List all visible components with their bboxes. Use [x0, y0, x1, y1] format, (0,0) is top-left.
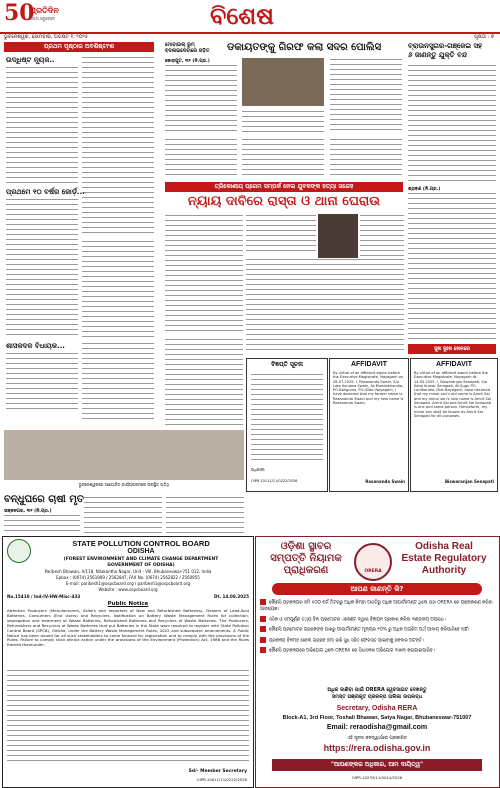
bullet-icon	[260, 599, 266, 605]
spcb-state: ODISHA	[127, 548, 155, 555]
story-text	[246, 214, 316, 254]
top-story-kicker: ମୋବାଇଲ୍ ରୁମ୍ ବଦଳାଇଦେବାରେ ଜଡ଼ିତ	[165, 42, 210, 54]
main-story-headline: ନ୍ୟାୟ ଦାବିରେ ରାସ୍ତା ଓ ଥାନା ଘେରାଉ	[187, 194, 381, 209]
rera-item: କୌଣସି ପ୍ରମୋଟର ଗ୍ରାହକଙ୍କ ପାଖରୁ ଆପାର୍ଟମେଣ୍ଟ ମୂଲ୍ୟର ୧୦% ରୁ ଅଧିକ ଅଗ୍ରିମ ଅର୍ଥ ଆଦାୟ କରିପାରିବେ ନାହିଁ।	[260, 626, 494, 634]
section-head: ପ୍ରଥମ ପୃଷ୍ଠାର ଅବଶିଷ୍ଟାଂଶ	[4, 42, 154, 52]
rera-odia-title-line2: ସମ୍ପତ୍ତି ନିୟାମକ	[270, 553, 342, 564]
spcb-website: Website : www.ospcboard.org	[98, 587, 158, 592]
rera-address: Block-A1, 3rd Floor, Toshali Bhawan, Satya Nagar, Bhubaneswar-751007	[282, 715, 472, 721]
brief-head: ସୁଖ ଦୁଃଖ ଖେଳରେ	[408, 344, 496, 354]
spcb-signer: Sd/- Member Secretary	[188, 769, 247, 774]
spcb-logo-icon	[7, 539, 31, 563]
rera-odia-title	[260, 541, 352, 577]
story-text	[82, 56, 154, 236]
anniversary-logo: 50	[4, 0, 35, 26]
story-text	[246, 258, 404, 354]
story-text	[242, 110, 324, 134]
top-story-header	[165, 42, 415, 54]
rera-en-title-line3: Authority	[421, 565, 467, 576]
spcb-dept: (FOREST ENVIRONMENT AND CLIMATE CHANGE DEPARTMENT	[63, 557, 219, 562]
right-story-headline-1: ବ୍ରାଉନସୁଗର-ଗଞ୍ଜେଇ ସହ	[408, 42, 483, 50]
spcb-notice-body: Attention Producers (Manufacturers, Sellers and Importers of New and Refurbished Batteries), Dealers of Lead-Acid Batteries, Consumers (End Users) and Recyclers. Notification on Battery Waste Management Rules for collection, segregation and treatment of Waste Batteries, Refurbished Batteries and Recyclers of Waste Batteries. The Producers, Refurbishers and Recyclers of Waste Batteries that put Batteries in the State were required to register with State Pollution Control Board (SPCB), Odisha, under the Battery Waste Management Rules, 2022 and subsequent amendments. A Public Notice has been issued for all such stakeholders to come forward for registration and to comply with the provisions of the Rules. Failure to comply shall attract action under the provisions of the Environment (Protection) Act, 1986 and the Rules framed thereunder.	[7, 608, 249, 648]
newspaper-name: ପ୍ରତିଦିନ	[30, 6, 59, 15]
bullet-icon	[260, 637, 266, 643]
story-headline: ପ୍ରଥମେ ୧୦ ବର୍ଷର ଜୋର୍ଡ଼...	[6, 188, 85, 196]
story-text	[408, 192, 496, 342]
affidavit-title: AFFIDAVIT	[350, 361, 388, 368]
spcb-govt: GOVERNMENT OF ODISHA)	[107, 563, 175, 568]
bottom-story-dateline: ଭଞ୍ଜନଗର, ୩୧ (ନି.ପ୍ର.)	[4, 509, 52, 514]
story-headline: ଶାସକଦଳ ବିଧାୟକ...	[6, 342, 65, 350]
notice-signature: ଅଧିକାରୀ	[251, 467, 265, 472]
rera-slogan: "ଆପଣଙ୍କର ଅଧିକାର, ଆମ ଦାୟିତ୍ୱ"	[272, 759, 482, 771]
story-headline: ଉଦ୍ଧିଷ୍ଟ ନ୍ୟୂଜ..	[6, 56, 55, 64]
bottom-story-headline: ବନ୍ଧୁଘରେ ଚାଷୀ ମୃତ	[4, 494, 84, 505]
spcb-address: Paribesh Bhawan, A/118, Nilakantha Nagar, Unit - VIII, Bhubaneswar-751 012, India	[44, 569, 212, 574]
story-text	[242, 138, 324, 178]
spcb-date: Dt. 14.08.2025	[213, 594, 249, 599]
rera-email: Email: reraodisha@gmail.com	[326, 724, 428, 731]
spcb-email: E-mail: paribesh1@ospcboard.org / paribesh1@ospcboard.org	[65, 581, 191, 586]
affidavit-text: By virtue of an affidavit sworn before the Executive Magistrate, Nayagarh dt. 14.05.2025, I, Biswaranjan Senapati, S/o Saroj Kumar Senapati, At-Sugu PO-Lunthandia, Dist-Nayagarh, have declared that my minor son's old name is Amrit Sai and my minor son's new name is Amrit Sai Senapati. Amrit Sai and Amrit Sai Senapati is one and same person. Henceforth, my minor son shall be known as Amrit Sai Senapati for all purposes.	[414, 371, 492, 418]
notice-box	[246, 358, 328, 492]
story-text	[82, 342, 154, 422]
rera-ad	[255, 536, 500, 788]
story-text	[6, 198, 78, 338]
bullet-icon	[260, 616, 266, 622]
event-photo-caption: ଭୁବନେଶ୍ୱରରେ ଆୟୋଜିତ କାର୍ଯ୍ୟକ୍ରମରେ ଉପସ୍ଥିତ ଅତିଥି	[78, 482, 170, 487]
rera-en-title	[392, 541, 496, 577]
story-text	[6, 352, 78, 412]
section-title: ବିଶେଷ	[210, 2, 274, 30]
notice-title: ବିଜ୍ଞପ୍ତି ସୂଚନା	[271, 361, 303, 368]
spcb-title: STATE POLLUTION CONTROL BOARD	[72, 539, 210, 548]
story-text	[408, 64, 496, 184]
edition-date: ଭୁବନେଶ୍ୱର, ସୋମବାର, ଅଗଷ୍ଟ ୧, ୨୦୨୫	[4, 34, 88, 40]
story-text	[330, 138, 402, 178]
top-story-headline: ଡକାୟତଙ୍କୁ ଗିରଫ କଲା ସଦର ପୋଲିସ	[227, 42, 382, 53]
rera-item: କୌଣସି ପ୍ରକଳ୍ପର ଜମି ୫୦୦ ବର୍ଗ ମିଟରରୁ ଅଧିକ କିମ୍ବା ଆଠଟିରୁ ଅଧିକ ଆପାର୍ଟମେଣ୍ଟ ଥିଲେ ତାହା ORERA ରେ ପଞ୍ଜୀକରଣ କରିବା ଆବଶ୍ୟକ।	[260, 600, 493, 612]
notice-text	[251, 373, 323, 463]
spcb-phone: Epbax : (0674) 2561909 / 2562847, FAX No. (0674) 2562822 / 2560955	[56, 575, 200, 580]
story-text	[165, 64, 237, 134]
story-text	[166, 496, 244, 534]
victim-photo	[318, 214, 358, 258]
right-top-story	[408, 42, 498, 60]
rera-odia-title-line3: ପ୍ରାଧିକରଣ	[283, 565, 329, 576]
rera-items-list	[260, 599, 494, 658]
right-story-headline-2: ୬ ଜାଣନ୍ତୁ ଯୁକ୍ତି ବନ୍ଦ	[408, 51, 468, 59]
bullet-icon	[260, 647, 266, 653]
rera-item: ସଠିକ ଓ ସମ୍ପୂର୍ଣ୍ଣ ତଥ୍ୟ ବିନା ପ୍ରମୋଟର ଏଜେଣ୍ଟ ଦ୍ୱାରା ବିଜ୍ଞାପନ ପ୍ରକାଶ କରିବା ଦଣ୍ଡନୀୟ ଅପରାଧ।	[260, 616, 494, 624]
page-label: ପୃଷ୍ଠା : ୭	[474, 34, 494, 40]
story-text	[6, 66, 78, 186]
bullet-icon	[260, 626, 266, 632]
rera-en-title-line2: Estate Regulatory	[401, 553, 487, 564]
story-text	[165, 138, 237, 178]
rera-website-link[interactable]: https://rera.odisha.gov.in	[323, 743, 431, 753]
spcb-signer-ref: OIPR-10011/11/0222/2526	[196, 777, 247, 782]
rera-ref: OIPR-10233/11/0014/2526	[351, 775, 403, 780]
spcb-ref: No.15410 / Ind-IV-HW-Misc-433	[7, 594, 81, 599]
story-text	[4, 514, 80, 534]
affidavit-text: By virtue of an affidavit sworn before the Executive Magistrate, Nayagarh on 28.07.2025. I, Rasananda Swain, S/o Late Kunjana Swain, At-Mundakhandia, PO-Baliguma, P.S./Dist.-Nayagarh, I have declared that my former name is Rasananda Swain and my new name is Rasananda Swain.	[333, 371, 404, 406]
affidavit-title: AFFIDAVIT	[435, 361, 473, 368]
dateline-bar	[0, 33, 500, 41]
rera-question-bar: ଆପଣ ଜାଣନ୍ତି କି?	[272, 583, 482, 595]
right-story-dateline: ଶ୍ରାଵଣ (ନି.ପ୍ର.)	[408, 187, 441, 192]
event-photo	[4, 430, 244, 480]
rera-item: କୌଣସି ପ୍ରକଳ୍ପରେ ଅଭିଯୋଗ ଥିଲେ ORERA ରେ ସିଧାସଳଖ ଅଭିଯୋଗ ଦାଖଲ କରାଯାଇପାରିବ।	[260, 647, 494, 655]
story-text	[82, 240, 154, 338]
rera-en-title-line1: Odisha Real	[415, 541, 473, 552]
notice-ref: OIPR-10111/11/0222/2526	[251, 479, 298, 483]
story-text	[330, 58, 402, 134]
police-photo	[242, 58, 324, 106]
story-text	[165, 214, 243, 334]
newspaper-tagline: ସତ୍ୟ ସବୁବେଳେ	[30, 16, 55, 21]
story-text	[360, 214, 404, 258]
rera-odia-note: ଏହି ସୂଚନା ଜନସ୍ୱାର୍ଥରେ ପ୍ରକାଶିତ	[346, 736, 408, 741]
spcb-notice-text-continued	[7, 669, 249, 765]
affidavit-signer: Biswaranjan Senapati	[444, 479, 494, 484]
affidavit-box-1	[329, 358, 409, 492]
rera-footer-line2: ସମସ୍ତ ପଞ୍ଜୀକୃତ ପ୍ରକଳ୍ପ ତାଲିକା ଉପଲବ୍ଧ	[331, 694, 423, 700]
masthead	[0, 0, 500, 34]
spcb-ad	[2, 536, 254, 788]
affidavit-box-2	[410, 358, 498, 492]
story-text	[84, 496, 162, 534]
main-story-banner: ତ୍ରିକୋଣୀୟ ପ୍ରେମ ସମ୍ପର୍କ ନେଇ ଯୁବକଙ୍କ ହତ୍ୟା ସନ୍ଦେହ	[165, 182, 403, 192]
spcb-notice-title: Public Notice	[107, 601, 149, 607]
affidavit-signer: Rasananda Swain	[365, 479, 405, 484]
rera-emblem-icon	[354, 543, 392, 581]
rera-footer-line1: ଅଧିକ ଜାଣିବା ପାଇଁ ORERA ୱେବସାଇଟ ଦେଖନ୍ତୁ	[327, 687, 427, 693]
top-story-dateline: କୋରାପୁଟ, ୩୧ (ନି.ପ୍ର.)	[165, 59, 210, 64]
rera-logo-text: ORERA	[364, 569, 382, 574]
rera-secretary: Secretary, Odisha RERA	[336, 705, 418, 712]
story-text	[165, 338, 243, 426]
rera-item: ପ୍ରକଳ୍ପ ବିଳମ୍ବ ହେଲେ ଗ୍ରାହକ ଜମା ରାଶି ସୁଧ ସହିତ ଫେରସ୍ତ ପାଇବାକୁ ହକଦାର ଅଟନ୍ତି।	[260, 637, 494, 645]
rera-odia-title-line1: ଓଡ଼ିଶା ସ୍ଥାବର	[280, 541, 332, 552]
